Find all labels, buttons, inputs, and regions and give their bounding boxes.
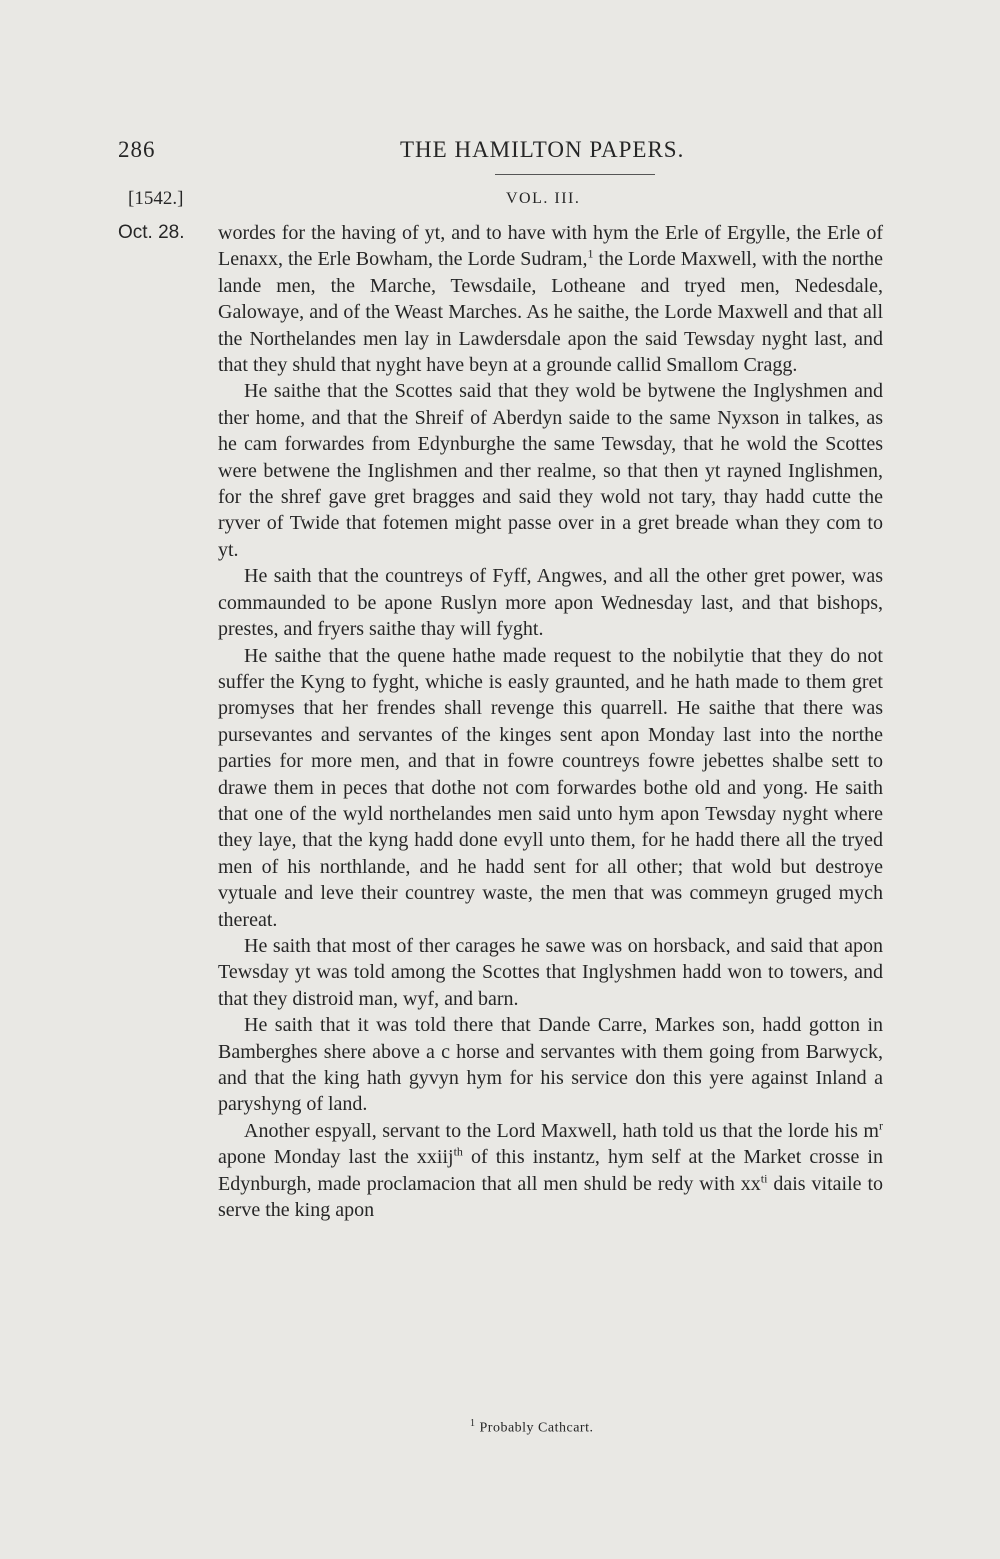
page-number: 286 — [118, 137, 156, 162]
paragraph: He saith that it was told there that Dande Carre, Markes son, hadd gotton in Bamberghes shere above a c horse and servantes with them going from Barwyck, and that the king hath gyvyn hym for his service don this yere against Inland a paryshyng of land. — [218, 1014, 883, 1116]
paragraph-text: Another espyall, servant to the Lord Maxwell, hath told us that the lorde his m — [244, 1119, 879, 1142]
paragraph: He saithe that the Scottes said that they wold be bytwene the Inglyshmen and ther home, and that the Shreif of Aberdyn saide to the same Nyxson in talkes, as he cam forwardes from Edynburghe the same Tewsday, that he wold the Scottes were betwene the Inglishmen and ther realme, so that then yt rayned Inglishmen, for the shref gave gret bragges and said they wold not tary, thay hadd cutte the ryver of Twide that fotemen might passe over in a gret breade whan they com to yt. — [218, 380, 883, 561]
paragraph: He saith that the countreys of Fyff, Angwes, and all the other gret power, was commaunded to be apone Ruslyn more apon Wednesday last, and that bishops, prestes, and fryers saithe thay will fyght. — [218, 565, 883, 641]
footnote — [470, 1418, 593, 1437]
footnote-marker: 1 — [470, 1418, 476, 1429]
paragraph: He saithe that the quene hathe made request to the nobilytie that they do not suffer the Kyng to fyght, whiche is easly graunted, and he hath made to them gret promyses that her frendes shall revenge this quarrell. He saithe that there was pursevantes and servantes of the kinges sent apon Monday last into the northe parties for more men, and that in fowre countreys fowre jebettes shalbe sett to drawe them in peces that dothe not com forwardes bothe old and yong. He saith that one of the wyld northelandes men said unto hym apon Tewsday nyght where they laye, that the kyng hadd done evyll unto them, for he hadd there all the tryed men of his northlande, and he hadd sent for all other; that wold but destroye vytuale and leve their countrey waste, the men that was commeyn gruged mych thereat. — [218, 644, 883, 931]
superscript: ti — [760, 1170, 768, 1185]
paragraph-text: dais vitaile to serve the king apon — [218, 1172, 884, 1222]
paragraph-text: apone Monday last the xxiij — [218, 1146, 454, 1169]
footnote-text: Probably Cathcart. — [475, 1420, 594, 1436]
paragraph-text: wordes for the having of yt, and to have with hym the Erle of Ergylle, the Erle of Lenaxx, the Erle Bowham, the Lorde Sudram, — [218, 222, 883, 271]
running-head: THE HAMILTON PAPERS. — [400, 137, 685, 162]
paragraph-text: the Lorde Maxwell, with the northe lande men, the Marche, Tewsdaile, Lotheane and tryed men, Nedesdale, Galowaye, and of the Weast Marches. As he saithe, the Lorde Maxwell and that all the Northelandes men lay in Lawdersdale apon the said Tewsday nyght last, and that they shuld that nyght have beyn at a grounde callid Smallom Cragg. — [218, 248, 883, 377]
superscript: r — [879, 1118, 883, 1133]
header-rule — [495, 174, 655, 175]
volume-label: VOL. III. — [506, 190, 581, 207]
year-marker: [1542.] — [128, 188, 184, 209]
margin-date: Oct. 28. — [118, 222, 185, 243]
footnote-reference: 1 — [587, 246, 594, 261]
paragraph — [218, 1118, 883, 1224]
paragraph-text: of this instantz, hym self at the Market crosse in Edynburgh, made proclamacion that all men shuld be redy with xx — [218, 1146, 883, 1195]
body-text — [218, 220, 883, 1223]
paragraph — [218, 220, 883, 378]
paragraph: He saith that most of ther carages he sawe was on horsback, and said that apon Tewsday yt was told among the Scottes that Inglyshmen hadd won to towers, and that they distroid man, wyf, and barn. — [218, 934, 883, 1010]
superscript: th — [453, 1144, 463, 1159]
